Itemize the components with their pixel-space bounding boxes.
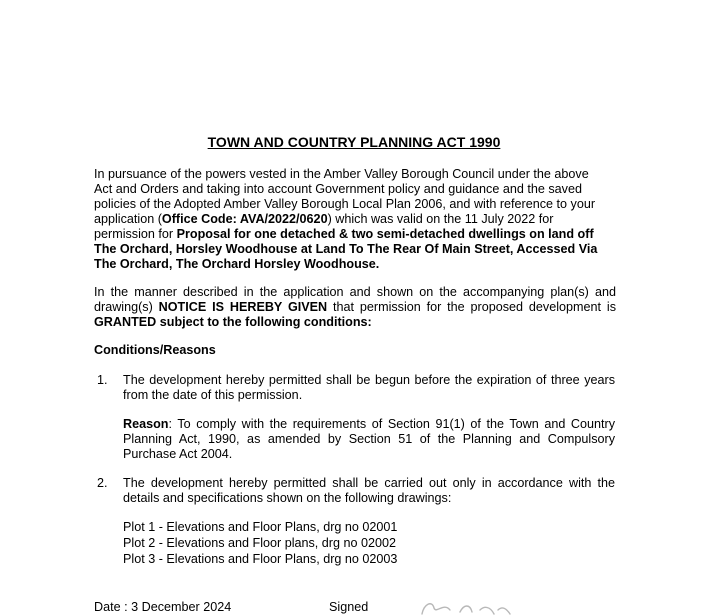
office-code: Office Code: AVA/2022/0620 [161, 212, 328, 226]
footer-signed-label: Signed [329, 600, 369, 614]
condition-reason: Reason: To comply with the requirements of Section 91(1) of the Town and Country Planning Act, 1990, as amended by Section 51 of the Planning and Compulsory Purchase Act 2004. [123, 417, 615, 461]
proposal-text: Proposal for one detached & two semi-detached dwellings on land off [176, 227, 594, 241]
proposal-text: The Orchard, The Orchard Horsley Woodhouse. [94, 257, 380, 271]
reason-label: Reason [123, 417, 169, 431]
condition-text: The development hereby permitted shall be begun before the expiration of three years from the date of this permission. [123, 373, 615, 402]
drawing-list [123, 519, 397, 567]
intro-paragraph [94, 167, 616, 272]
intro-line: In pursuance of the powers vested in the Amber Valley Borough Council under the above [94, 167, 589, 181]
intro-line: permission for Proposal for one detached & two semi-detached dwellings on land off [94, 227, 594, 241]
condition-number: 1. [97, 373, 108, 387]
document-title: TOWN AND COUNTRY PLANNING ACT 1990 [207, 134, 501, 150]
intro-line: application (Office Code: AVA/2022/0620) which was valid on the 11 July 2022 for [94, 212, 554, 226]
footer-date: Date : 3 December 2024 [94, 600, 232, 614]
drawing-item: Plot 3 - Elevations and Floor Plans, drg no 02003 [123, 552, 398, 566]
conditions-heading: Conditions/Reasons [94, 343, 216, 357]
condition-number: 2. [97, 476, 108, 490]
granted-text: GRANTED subject to the following conditions: [94, 315, 372, 329]
drawing-item: Plot 2 - Elevations and Floor plans, drg no 02002 [123, 536, 397, 550]
signature-mark [414, 596, 524, 616]
intro-line: policies of the Adopted Amber Valley Borough Local Plan 2006, and with reference to your [94, 197, 596, 211]
notice-given: NOTICE IS HEREBY GIVEN [158, 300, 328, 314]
notice-paragraph: In the manner described in the application and shown on the accompanying plan(s) and drawing(s) NOTICE IS HEREBY GIVEN that permission for the proposed development is GRANTED subject to the following conditions: [94, 285, 616, 329]
drawing-item: Plot 1 - Elevations and Floor Plans, drg no 02001 [123, 520, 398, 534]
intro-line: Act and Orders and taking into account Government policy and guidance and the saved [94, 182, 582, 196]
condition-text: The development hereby permitted shall be carried out only in accordance with the details and specifications shown on the following drawings: [123, 476, 615, 505]
proposal-text: The Orchard, Horsley Woodhouse at Land To The Rear Of Main Street, Accessed Via [94, 242, 598, 256]
